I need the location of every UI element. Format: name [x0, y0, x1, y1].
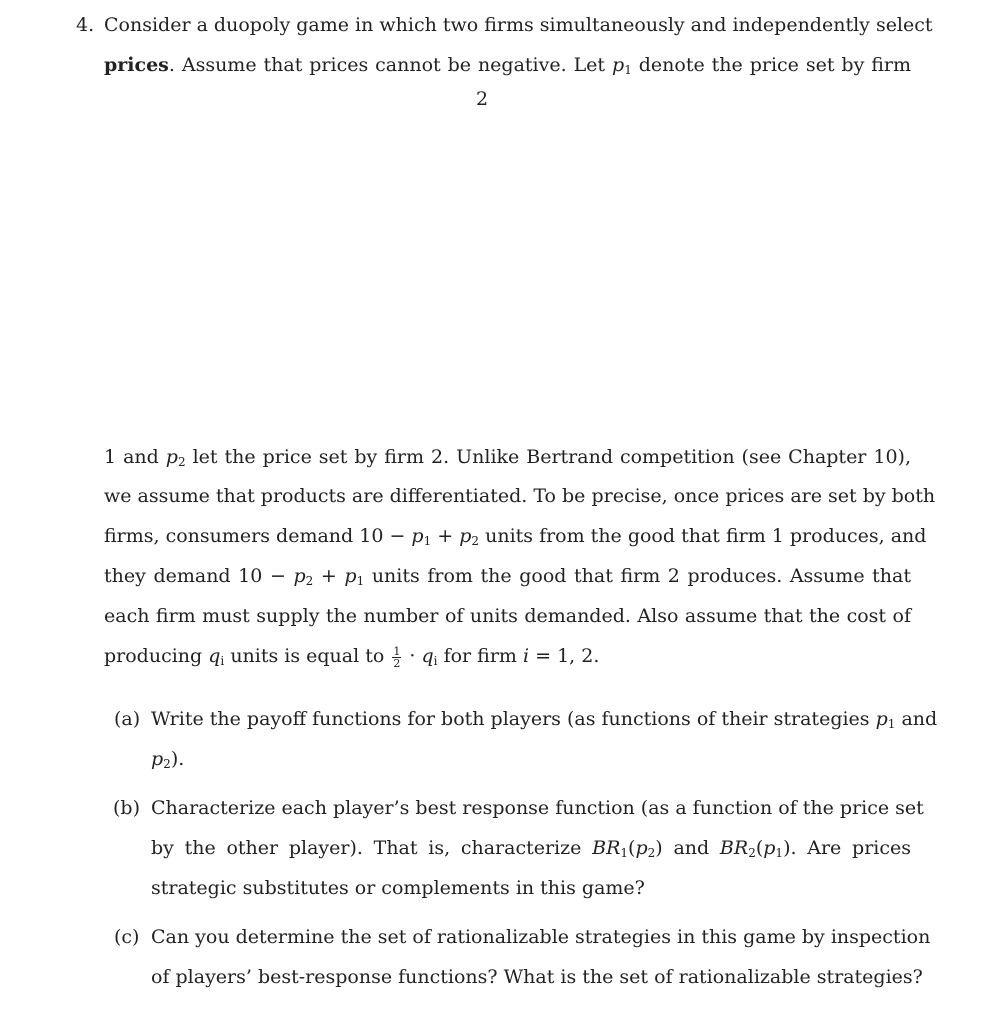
problem-number: 4. [76, 14, 95, 36]
text: . Are prices [790, 837, 911, 859]
part-b-label: (b) [113, 797, 140, 819]
part-a-line-2: $p_2$). [151, 748, 185, 771]
expr-br2: $BR_2(p_1)$ [719, 837, 791, 860]
var-qi: $q_i$ [421, 645, 438, 668]
text: they demand 10 − [104, 565, 286, 587]
problem-line-1: Consider a duopoly game in which two firms simultaneously and independently select [104, 14, 933, 36]
problem-line-8: producing $q_i$ units is equal to $\frac{1}{2}$ · $q_i$ for firm i = 1, 2. [104, 644, 600, 670]
part-a-line-1 [151, 706, 938, 732]
part-b-line-2 [151, 835, 911, 861]
var-i: i [522, 645, 530, 667]
var-p2: $p_2$ [165, 446, 186, 469]
problem-line-7: each firm must supply the number of units demanded. Also assume that the cost of [104, 605, 911, 627]
text: and [901, 708, 938, 730]
text: and [673, 837, 710, 859]
part-b-line-3: strategic substitutes or complements in this game? [151, 877, 645, 899]
part-a-label: (a) [114, 708, 141, 730]
problem-line-4: we assume that products are differentiated. To be precise, once prices are set by both [104, 485, 936, 507]
text: let the price set by firm 2. Unlike Bertrand competition (see Chapter 10), [192, 446, 911, 468]
text: producing [104, 645, 203, 667]
expr-demand-2: $p_2 + p_1$ [293, 565, 365, 588]
var-qi: $q_i$ [208, 645, 225, 668]
text: units from the good that firm 2 produces. Assume that [371, 565, 911, 587]
expr-br1: $BR_1(p_2)$ [592, 837, 663, 860]
fraction-one-half: $\frac{1}{2}$ [393, 644, 401, 670]
problem-line-3 [104, 444, 911, 470]
expr-demand-1: $p_1 + p_2$ [411, 525, 480, 548]
problem-line-2 [104, 52, 911, 78]
text: = 1, 2. [535, 645, 600, 667]
text: denote the price set by firm [638, 54, 912, 76]
problem-line-6 [104, 563, 911, 589]
text: units is equal to [230, 645, 385, 667]
text: 1 and [104, 446, 159, 468]
text: by the other player). That is, characterize [151, 837, 582, 859]
text: for firm [443, 645, 517, 667]
text: firms, consumers demand 10 − [104, 525, 406, 547]
bold-prices: prices [104, 54, 169, 76]
text: Write the payoff functions for both players (as functions of their strategies [151, 708, 870, 730]
var-p1: $p_1$ [612, 54, 632, 77]
part-c-line-2: of players’ best-response functions? What is the set of rationalizable strategies? [151, 966, 923, 988]
part-b-line-1: Characterize each player’s best response function (as a function of the price set [151, 797, 924, 819]
page-number: 2 [475, 88, 489, 110]
part-c-line-1: Can you determine the set of rationalizable strategies in this game by inspection [151, 926, 931, 948]
problem-line-5 [104, 523, 927, 549]
text: units from the good that firm 1 produces, and [485, 525, 927, 547]
text: . Assume that prices cannot be negative. Let [168, 54, 606, 76]
part-c-label: (c) [114, 926, 140, 948]
var-p2: $p_2$ [151, 748, 171, 771]
var-p1: $p_1$ [875, 708, 896, 731]
